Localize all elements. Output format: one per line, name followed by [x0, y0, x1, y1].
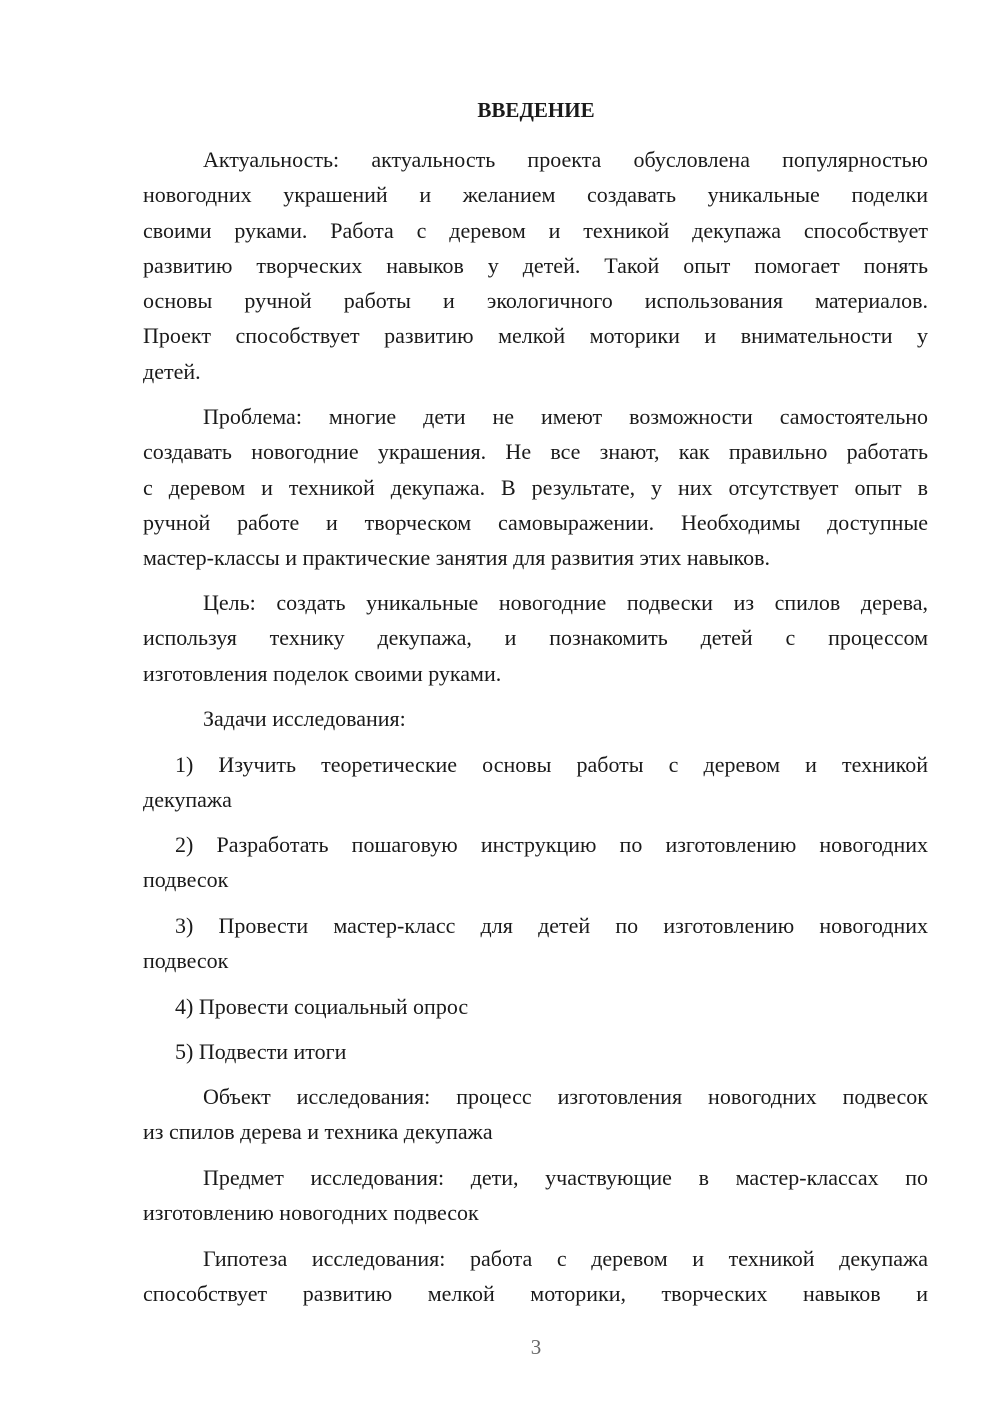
text-line: способствует развитию мелкой моторики, творческих навыков и: [143, 1281, 928, 1307]
text-line: Проблема: многие дети не имеют возможности самостоятельно: [203, 404, 928, 429]
page-title: ВВЕДЕНИЕ: [477, 98, 595, 122]
text-line: своими руками. Работа с деревом и техникой декупажа способствует: [143, 217, 928, 243]
text-line: с деревом и техникой декупажа. В результате, у них отсутствует опыт в: [143, 474, 928, 500]
paragraph: [143, 1160, 928, 1231]
paragraph: [143, 1079, 928, 1150]
text-line: 4) Провести социальный опрос: [175, 994, 469, 1019]
text-line: детей.: [143, 358, 201, 384]
text-line: 3) Провести мастер-класс для детей по изготовлению новогодних: [175, 913, 928, 938]
text-line: основы ручной работы и экологичного использования материалов.: [143, 288, 928, 314]
text-line: 5) Подвести итоги: [175, 1039, 347, 1064]
text-line: подвесок: [143, 948, 229, 974]
text-line: Объект исследования: процесс изготовления новогодних подвесок: [203, 1084, 928, 1109]
text-line: создавать новогодние украшения. Не все знают, как правильно работать: [143, 439, 928, 465]
text-line: изготовления поделок своими руками.: [143, 660, 502, 686]
text-line: Проект способствует развитию мелкой моторики и внимательности у: [143, 323, 928, 349]
text-line: Задачи исследования:: [203, 706, 406, 731]
paragraph: [143, 142, 928, 389]
list-item: [143, 989, 928, 1024]
text-line: Актуальность: актуальность проекта обусловлена популярностью: [203, 147, 928, 172]
text-line: используя технику декупажа, и познакомить детей с процессом: [143, 625, 928, 651]
text-line: декупажа: [143, 787, 232, 813]
text-line: Гипотеза исследования: работа с деревом и техникой декупажа: [203, 1246, 928, 1271]
list-item: [143, 908, 928, 979]
text-line: 2) Разработать пошаговую инструкцию по изготовлению новогодних: [175, 832, 928, 857]
text-line: Предмет исследования: дети, участвующие в мастер-классах по: [203, 1165, 928, 1190]
text-line: развитию творческих навыков у детей. Такой опыт помогает понять: [143, 252, 928, 278]
text-line: Цель: создать уникальные новогодние подвески из спилов дерева,: [203, 590, 928, 615]
text-line: изготовлению новогодних подвесок: [143, 1200, 479, 1226]
paragraph: [143, 1241, 928, 1312]
list-item: [143, 747, 928, 818]
text-line: мастер-классы и практические занятия для развития этих навыков.: [143, 545, 770, 571]
text-line: подвесок: [143, 867, 229, 893]
paragraph: [143, 399, 928, 575]
list-item: [143, 827, 928, 898]
paragraph: [143, 585, 928, 691]
text-line: 1) Изучить теоретические основы работы с деревом и техникой: [175, 752, 928, 777]
paragraph: [143, 701, 928, 736]
page-number: 3: [530, 1335, 542, 1359]
text-line: новогодних украшений и желанием создавать уникальные поделки: [143, 182, 928, 208]
text-line: из спилов дерева и техника декупажа: [143, 1119, 493, 1145]
text-line: ручной работе и творческом самовыражении. Необходимы доступные: [143, 509, 928, 535]
list-item: [143, 1034, 928, 1069]
